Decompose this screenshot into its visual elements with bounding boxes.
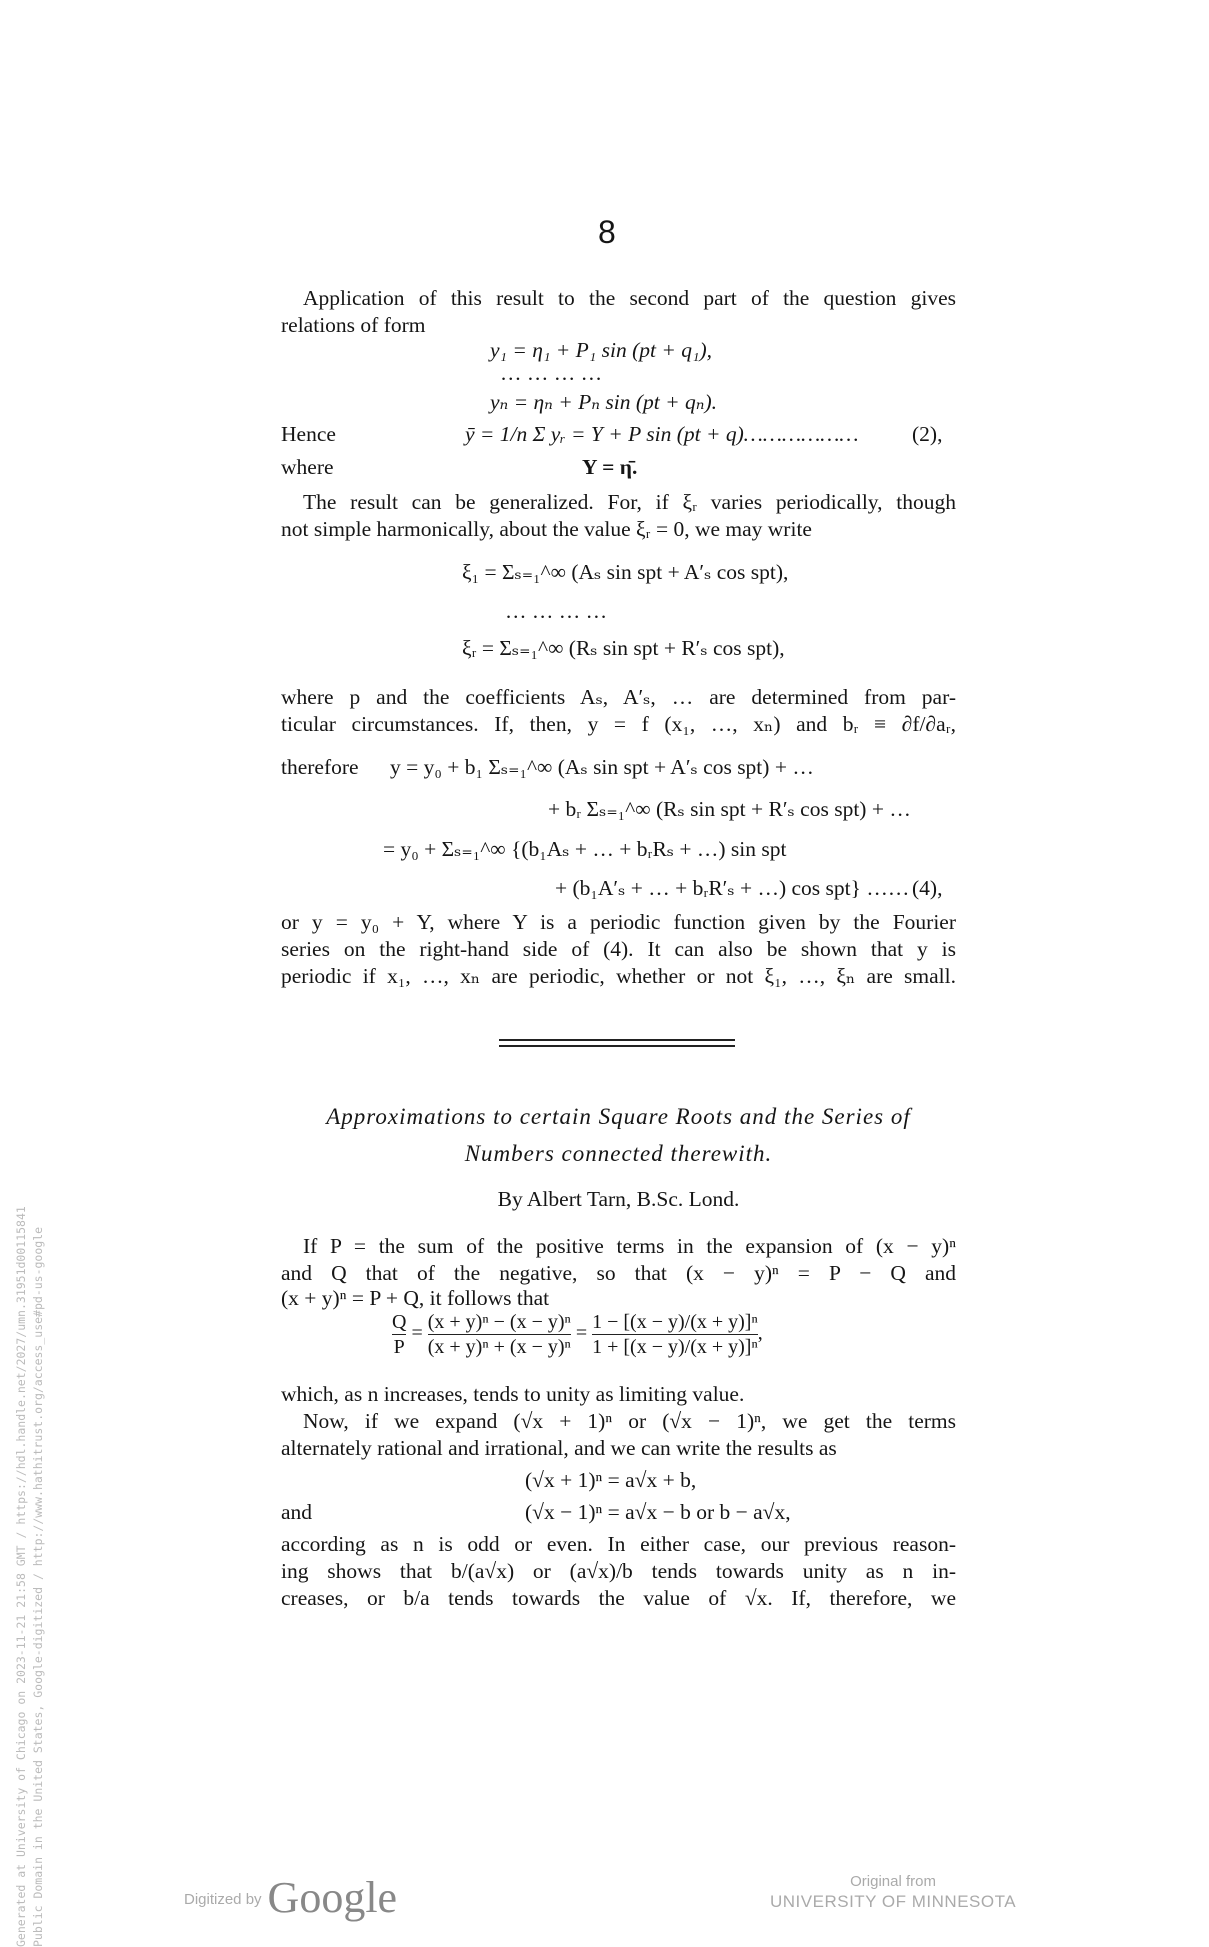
paragraph-line: and Q that of the negative, so that (x − y)ⁿ = P − Q and [281,1261,956,1285]
paragraph-line: The result can be generalized. For, if ξᵣ varies periodically, though [303,490,956,514]
equation: (√x − 1)ⁿ = a√x − b or b − a√x, [525,1500,791,1524]
label-where: where [281,455,334,479]
paragraph-line: series on the right-hand side of (4). It can also be shown that y is [281,937,956,961]
digitized-by-label: Digitized by [184,1891,262,1908]
label-and: and [281,1500,313,1524]
paragraph-line: ing shows that b/(a√x) or (a√x)/b tends towards unity as n in- [281,1559,956,1583]
fraction-denominator: P [393,1336,405,1358]
paragraph-line: not simple harmonically, about the value ξᵣ = 0, we may write [281,517,812,541]
byline: By Albert Tarn, B.Sc. Lond. [497,1187,740,1211]
paragraph-line: alternately rational and irrational, and we can write the results as [281,1436,837,1460]
paragraph-line: (x + y)ⁿ = P + Q, it follows that [281,1286,550,1310]
paragraph-line: where p and the coefficients Aₛ, A′ₛ, … are determined from par- [281,685,956,709]
equation-number: (4), [912,876,943,900]
original-source [770,1872,1016,1912]
fraction-numerator: 1 − [(x − y)/(x + y)]ⁿ [592,1311,758,1333]
page-number: 8 [598,214,616,250]
paragraph-line: which, as n increases, tends to unity as limiting value. [281,1382,745,1406]
fraction-denominator: (x + y)ⁿ + (x − y)ⁿ [427,1336,571,1358]
watermark-line: Generated at University of Chicago on 2023-11-21 21:58 GMT / https://hdl.handle.net/2027/umn.31951d00115841 [14,1206,28,1947]
paragraph-line: according as n is odd or even. In either case, our previous reason- [281,1532,956,1556]
equation: y = y₀ + b₁ Σₛ₌₁^∞ (Aₛ sin spt + A′ₛ cos spt) + … [390,755,814,779]
university-label: UNIVERSITY OF MINNESOTA [770,1892,1017,1911]
label-therefore: therefore [281,755,359,779]
fraction-equation: $\frac{Q}{P}$ = $\frac{\text{(x + y)ⁿ − (x − y)ⁿ}}{\text{(x + y)ⁿ + (x − y)ⁿ}}$ = $\frac{\text{1 − [(x − y)/(x + y)]ⁿ}}{\text{1 + [(x − y)/(x + y)]ⁿ}}$ , [392,1311,763,1358]
article-title: Numbers connected therewith. [464,1141,773,1166]
equation: Y = η̄. [582,455,638,479]
equation-number: (2), [912,422,943,446]
paragraph-line: Now, if we expand (√x + 1)ⁿ or (√x − 1)ⁿ, we get the terms [303,1409,956,1433]
equation-ellipsis: … … … … [505,599,608,623]
label-hence: Hence [281,422,336,446]
fraction-denominator: 1 + [(x − y)/(x + y)]ⁿ [592,1336,758,1358]
equation: ξ₁ = Σₛ₌₁^∞ (Aₛ sin spt + A′ₛ cos spt), [462,560,789,584]
paragraph-line: creases, or b/a tends towards the value of √x. If, therefore, we [281,1586,956,1610]
equation: + bᵣ Σₛ₌₁^∞ (Rₛ sin spt + R′ₛ cos spt) + … [548,797,911,821]
equation: = y₀ + Σₛ₌₁^∞ {(b₁Aₛ + … + bᵣRₛ + …) sin spt [383,837,787,861]
paragraph-line: or y = y₀ + Y, where Y is a periodic function given by the Fourier [281,910,956,934]
equation-ellipsis: … … … … [500,361,603,385]
equation: ξᵣ = Σₛ₌₁^∞ (Rₛ sin spt + R′ₛ cos spt), [462,636,785,660]
equation: (√x + 1)ⁿ = a√x + b, [525,1468,697,1492]
fraction-numerator: Q [392,1311,407,1333]
paragraph-line: relations of form [281,313,426,337]
equation: + (b₁A′ₛ + … + bᵣR′ₛ + …) cos spt} …… [555,876,910,900]
digitized-by-google [184,1872,397,1923]
section-divider [499,1039,735,1041]
section-divider [499,1045,735,1047]
paragraph-line: ticular circumstances. If, then, y = f (x₁, …, xₙ) and bᵣ ≡ ∂f/∂aᵣ, [281,712,956,736]
paragraph-line: periodic if x₁, …, xₙ are periodic, whether or not ξ₁, …, ξₙ are small. [281,964,956,988]
google-logo: Google [267,1873,398,1922]
equation: ȳ = 1/n Σ yᵣ = Y + P sin (pt + q)……………… [465,422,859,446]
fraction-numerator: (x + y)ⁿ − (x − y)ⁿ [427,1311,571,1333]
equation: y₁ = η₁ + P₁ sin (pt + q₁), [490,338,713,362]
equation: yₙ = ηₙ + Pₙ sin (pt + qₙ). [490,390,717,414]
article-title: Approximations to certain Square Roots and the Series of [326,1104,911,1129]
original-from-label: Original from [850,1873,936,1890]
paragraph-line: If P = the sum of the positive terms in the expansion of (x − y)ⁿ [303,1234,956,1258]
paragraph-line: Application of this result to the second part of the question gives [303,286,956,310]
hathitrust-watermark [13,947,47,1947]
watermark-line: Public Domain in the United States, Google-digitized / http://www.hathitrust.org/access_use#pd-us-google [31,1226,45,1947]
